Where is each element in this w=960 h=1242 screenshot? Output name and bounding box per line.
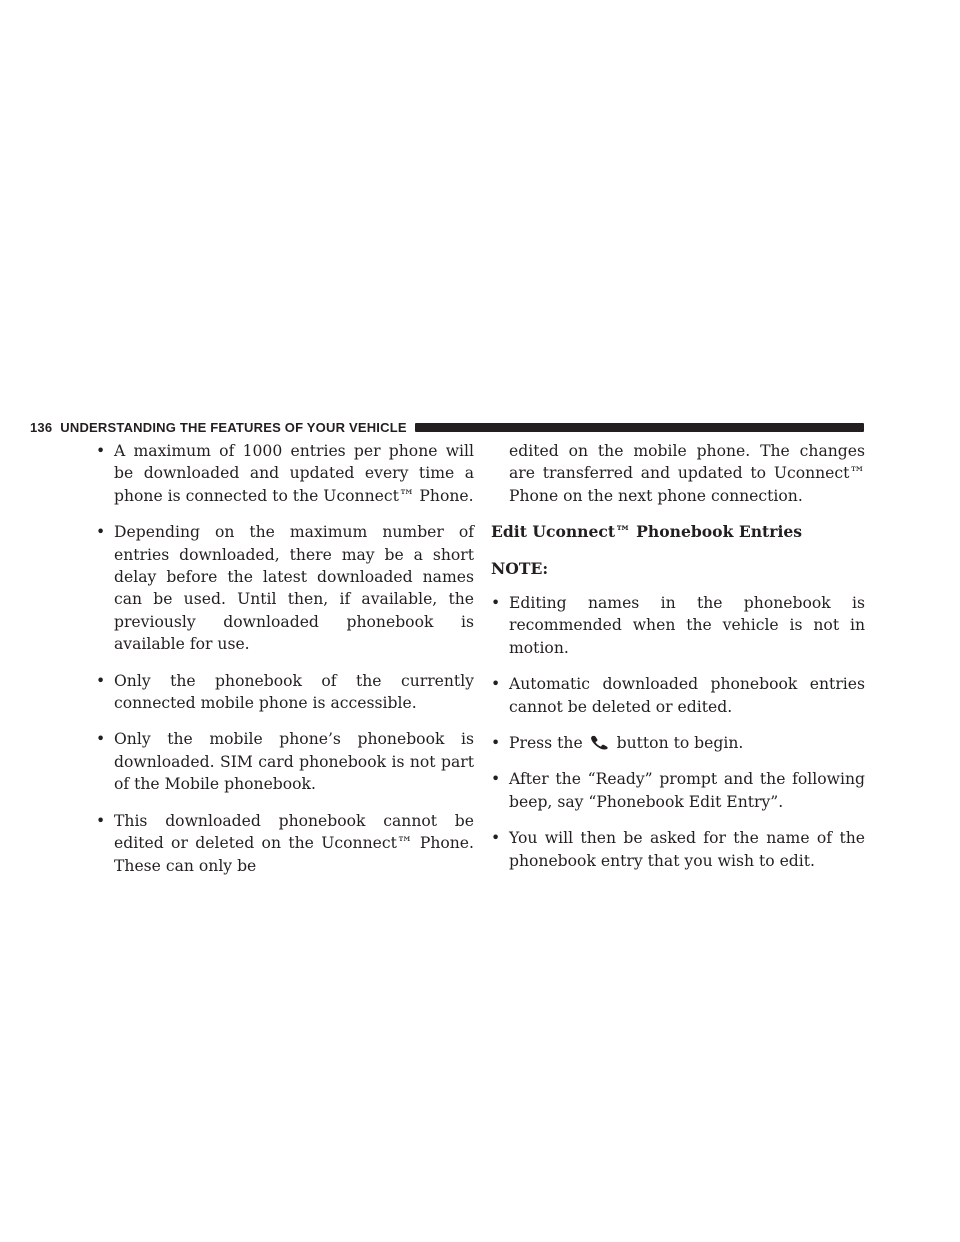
press-suffix: button to begin. (616, 734, 744, 753)
note-label: NOTE: (491, 558, 549, 578)
page-number: 136 (30, 419, 53, 435)
header-rule (415, 423, 864, 432)
bullet-connected-phone-only: • Only the phonebook of the currently connected mobile phone is accessible. (96, 670, 474, 715)
bullet-download-delay: • Depending on the maximum number of entries downloaded, there may be a short delay before the latest downloaded names can be used. Until then, if available, the previously downloaded phonebook is available for use. (96, 521, 474, 655)
bullet-auto-entries: • Automatic downloaded phonebook entries cannot be deleted or edited. (491, 673, 865, 718)
press-prefix: Press the (509, 734, 583, 753)
right-bullet-list (491, 592, 865, 872)
bullet-cannot-edit: • This downloaded phonebook cannot be edited or deleted on the Uconnect™ Phone. These can only be (96, 810, 474, 877)
phone-handset-icon (589, 734, 611, 750)
page-header (30, 418, 864, 436)
bullet-entry-name: • You will then be asked for the name of the phonebook entry that you wish to edit. (491, 827, 865, 872)
bullet-edit-not-in-motion: • Editing names in the phonebook is recommended when the vehicle is not in motion. (491, 592, 865, 659)
right-column (491, 440, 865, 886)
left-column (96, 440, 474, 891)
left-bullet-list (96, 440, 474, 877)
bullet-ready-prompt: • After the “Ready” prompt and the following beep, say “Phonebook Edit Entry”. (491, 768, 865, 813)
bullet-press-phone-button (491, 732, 865, 754)
continued-paragraph: edited on the mobile phone. The changes are transferred and updated to Uconnect™ Phone on the next phone connection. (509, 442, 865, 505)
bullet-max-entries: • A maximum of 1000 entries per phone will be downloaded and updated every time a phone is connected to the Uconnect™ Phone. (96, 440, 474, 507)
bullet-mobile-phonebook-only: • Only the mobile phone’s phonebook is downloaded. SIM card phonebook is not part of the Mobile phonebook. (96, 728, 474, 795)
section-subheading: Edit Uconnect™ Phonebook Entries (491, 522, 803, 542)
section-title: UNDERSTANDING THE FEATURES OF YOUR VEHICLE (60, 419, 407, 435)
